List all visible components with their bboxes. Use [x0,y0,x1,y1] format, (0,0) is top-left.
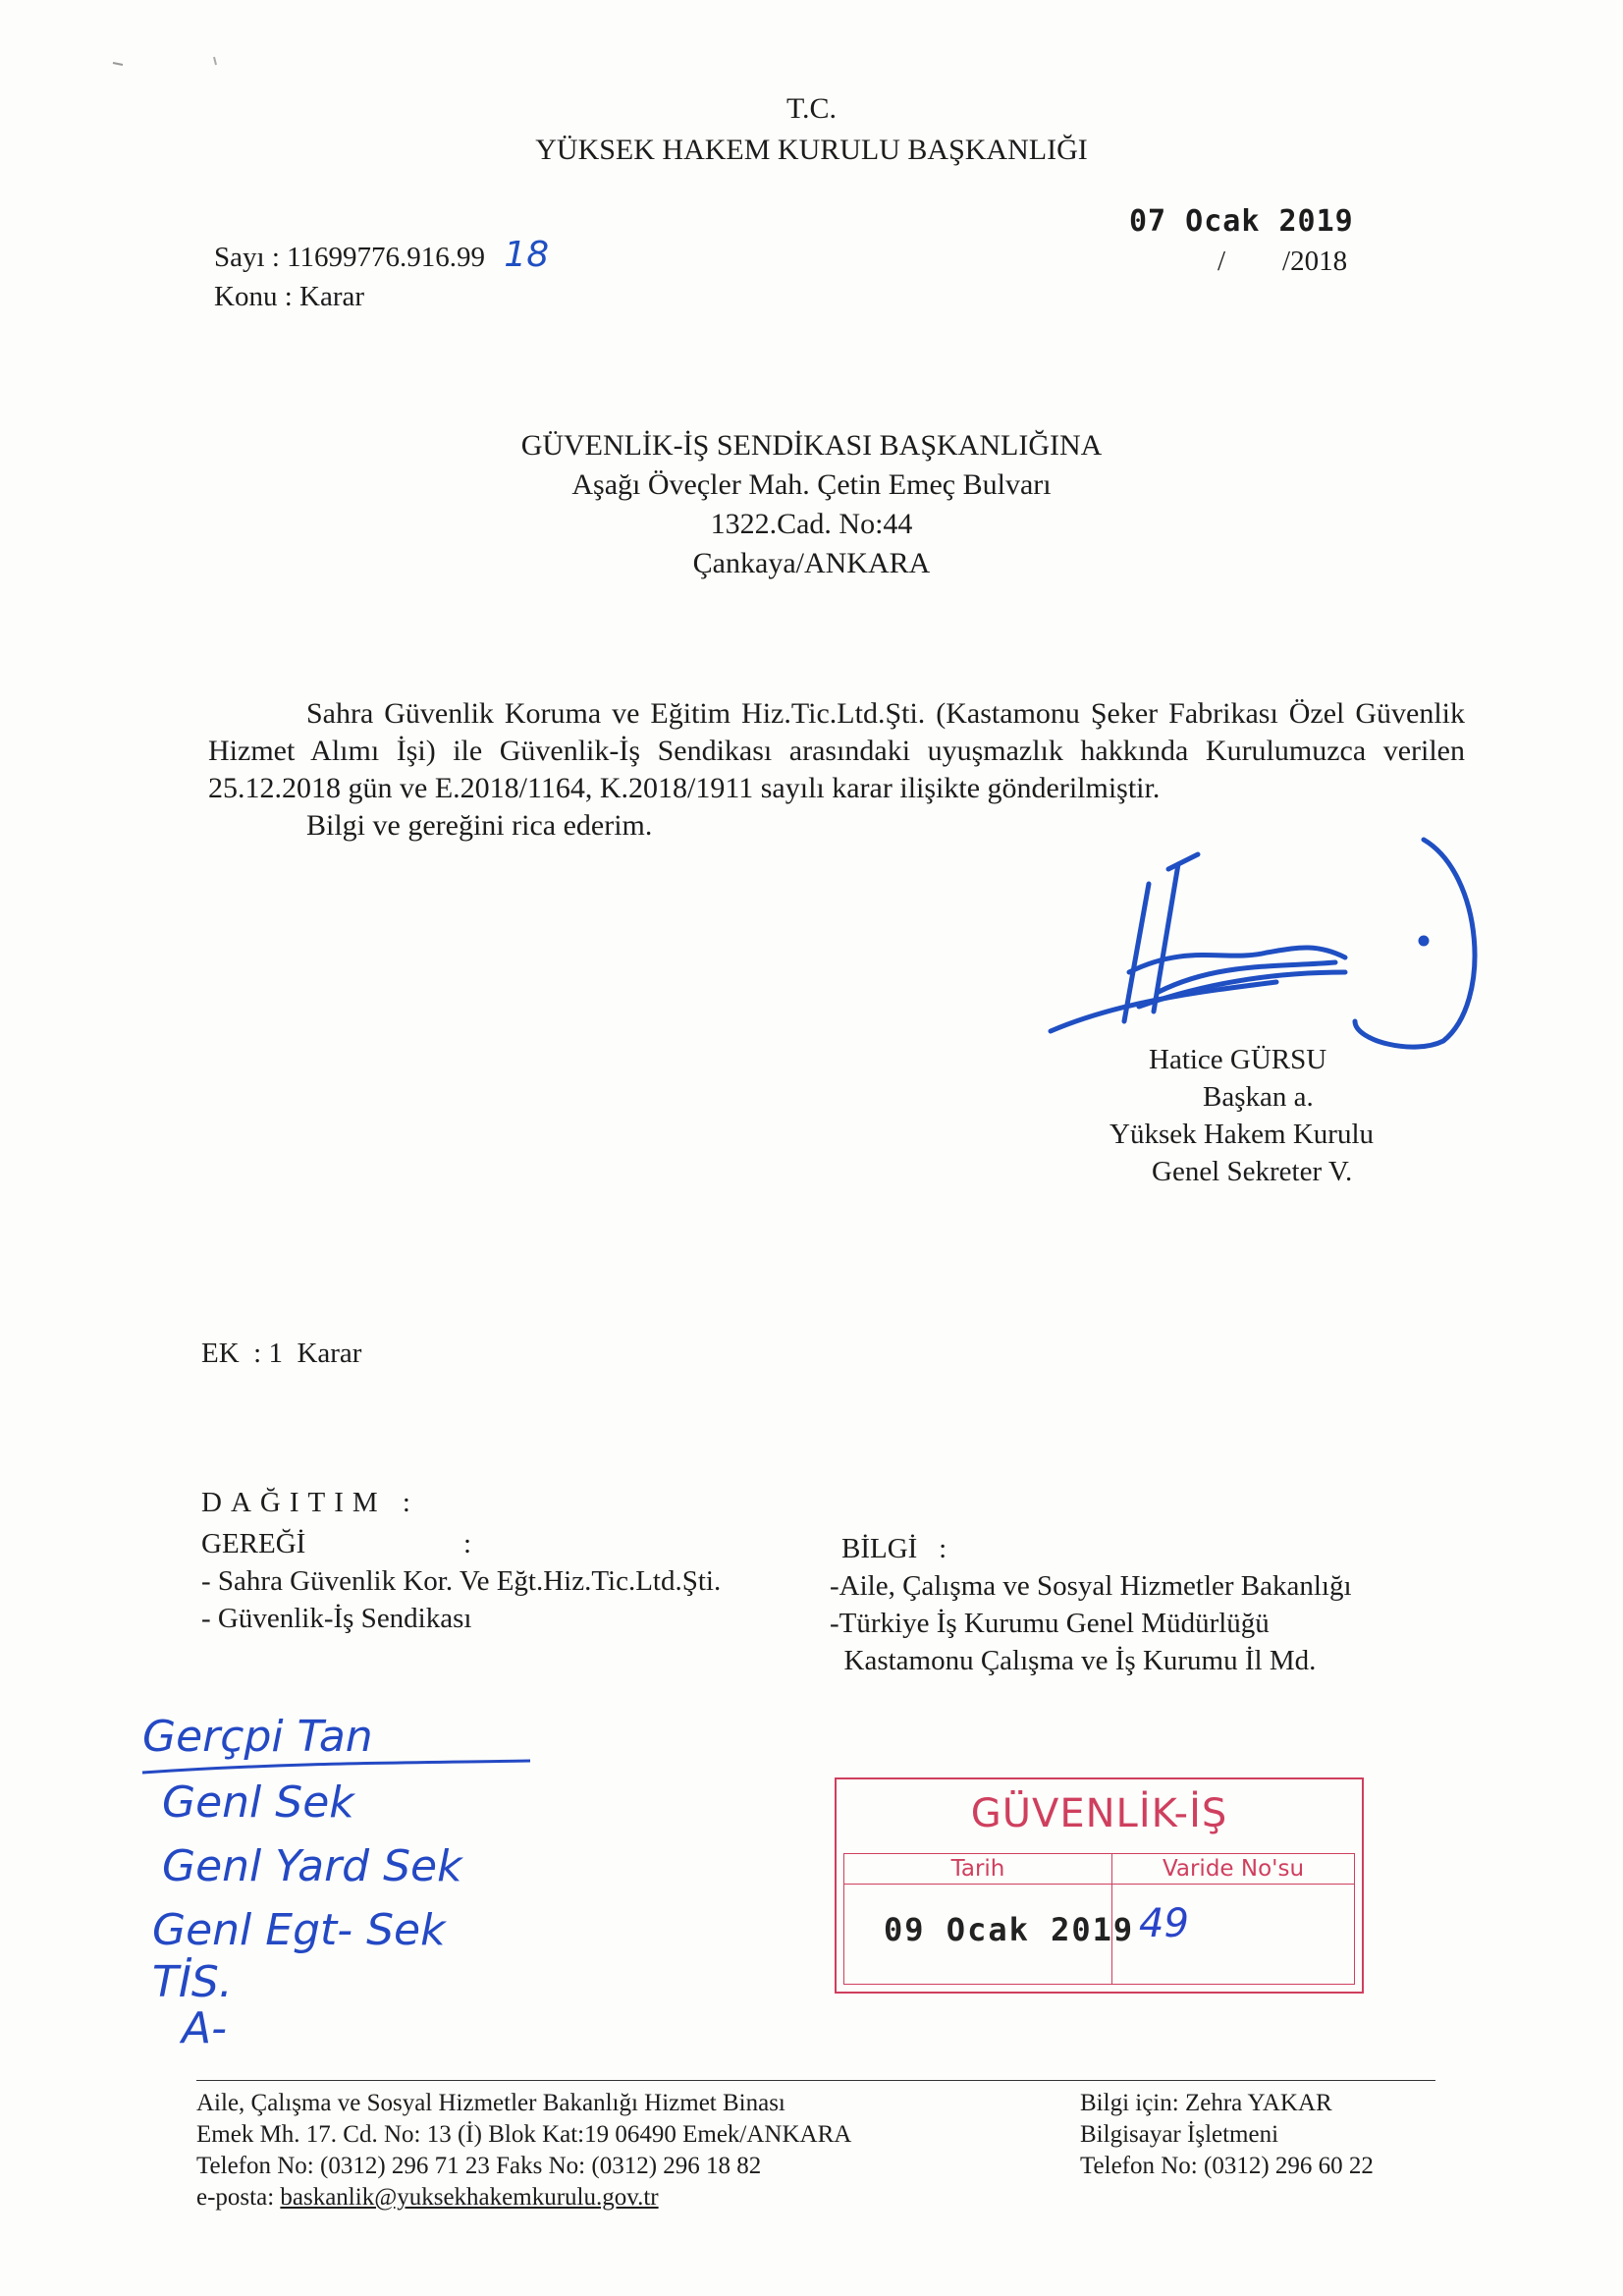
date-printed: / /2018 [1217,246,1348,277]
handwritten-note: TİS. [152,1957,233,2007]
letterhead-institution: YÜKSEK HAKEM KURULU BAŞKANLIĞI [535,134,1088,166]
email-label: e-posta: [196,2184,281,2211]
addressee-number: 1322.Cad. No:44 [710,508,913,540]
signer-name: Hatice GÜRSU [1149,1044,1327,1075]
enclosure: EK : 1 Karar [201,1338,362,1369]
signature-image [1031,825,1492,1061]
number-label: Sayı [214,242,265,273]
distribution-info [830,1530,1352,1679]
subject-value: : Karar [284,281,365,312]
reference-block [214,236,549,316]
letterhead [0,88,1623,171]
footer-line: Telefon No: (0312) 296 71 23 Faks No: (0312) 296 18 82 [196,2153,762,2179]
footer-line: Emek Mh. 17. Cd. No: 13 (İ) Blok Kat:19 06490 Emek/ANKARA [196,2121,852,2148]
number-value: : 11699776.916.99 [271,242,486,273]
stamp-number: 49 [1139,1901,1189,1946]
stamp-number-header: Varide No'su [1112,1854,1354,1885]
signer-title: Başkan a. [1203,1081,1314,1113]
letterhead-country: T.C. [785,92,838,125]
action-label: GEREĞİ [201,1528,306,1559]
handwritten-note: Gerçpi Tan [142,1712,373,1762]
stamp-title: GÜVENLİK-İŞ [970,1791,1228,1836]
handwritten-note: Genl Yard Sek [162,1841,462,1891]
receipt-stamp [835,1777,1364,1994]
addressee-city: Çankaya/ANKARA [692,547,931,579]
action-colon: : [463,1528,472,1559]
distribution-action [201,1525,721,1637]
info-item: -Aile, Çalışma ve Sosyal Hizmetler Bakanlığı [830,1570,1352,1602]
info-item: -Türkiye İş Kurumu Genel Müdürlüğü [830,1608,1270,1639]
footer-divider [196,2080,1435,2081]
footer-contact [1080,2088,1374,2182]
stamp-date: 09 Ocak 2019 [884,1911,1135,1948]
subject-label: Konu [214,281,278,312]
footer-contact-line: Bilgisayar İşletmeni [1080,2121,1279,2148]
handwritten-notes [137,1704,609,2057]
info-item: Kastamonu Çalışma ve İş Kurumu İl Md. [830,1645,1317,1676]
addressee-street: Aşağı Öveçler Mah. Çetin Emeç Bulvarı [571,468,1052,501]
action-item: - Sahra Güvenlik Kor. Ve Eğt.Hiz.Tic.Ltd.Şti. [201,1565,722,1597]
letter-body [208,695,1465,845]
date-stamp: 07 Ocak 2019 [1129,204,1354,239]
body-paragraph: Sahra Güvenlik Koruma ve Eğitim Hiz.Tic.Ltd.Şti. (Kastamonu Şeker Fabrikası Özel Güvenlik Hizmet Alımı İşi) ile Güvenlik-İş Sendikası arasındaki uyuşmazlık hakkında Kurulumuzca verilen 25.12.2018 gün ve E.2018/1164, K.2018/1911 sayılı karar ilişikte gönderilmiştir. [208,697,1465,804]
footer-contact-line: Bilgi için: Zehra YAKAR [1080,2090,1332,2116]
addressee-name: GÜVENLİK-İŞ SENDİKASI BAŞKANLIĞINA [520,429,1103,462]
number-handwritten: 18 [504,235,550,275]
distribution-title: DAĞITIM : [201,1487,419,1518]
footer-contact-line: Telefon No: (0312) 296 60 22 [1080,2153,1374,2179]
action-item: - Güvenlik-İş Sendikası [201,1603,472,1634]
footer-line: Aile, Çalışma ve Sosyal Hizmetler Bakanlığı Hizmet Binası [196,2090,785,2116]
handwritten-note: A- [182,2003,227,2053]
handwritten-note: Genl Sek [162,1777,354,1828]
body-closing: Bilgi ve gereğini rica ederim. [306,809,653,842]
signer-block [1080,1041,1414,1190]
info-label: BİLGİ : [841,1533,947,1564]
signer-role: Genel Sekreter V. [1152,1156,1353,1187]
addressee-block [0,426,1623,583]
email-link[interactable]: baskanlik@yuksekhakemkurulu.gov.tr [280,2184,659,2211]
signer-institution: Yüksek Hakem Kurulu [1109,1119,1375,1150]
scan-marks [0,0,295,98]
handwritten-note: Genl Egt- Sek [152,1905,446,1955]
stamp-date-header: Tarih [844,1854,1112,1885]
footer-address [196,2088,851,2214]
stamp-table [843,1853,1355,1985]
